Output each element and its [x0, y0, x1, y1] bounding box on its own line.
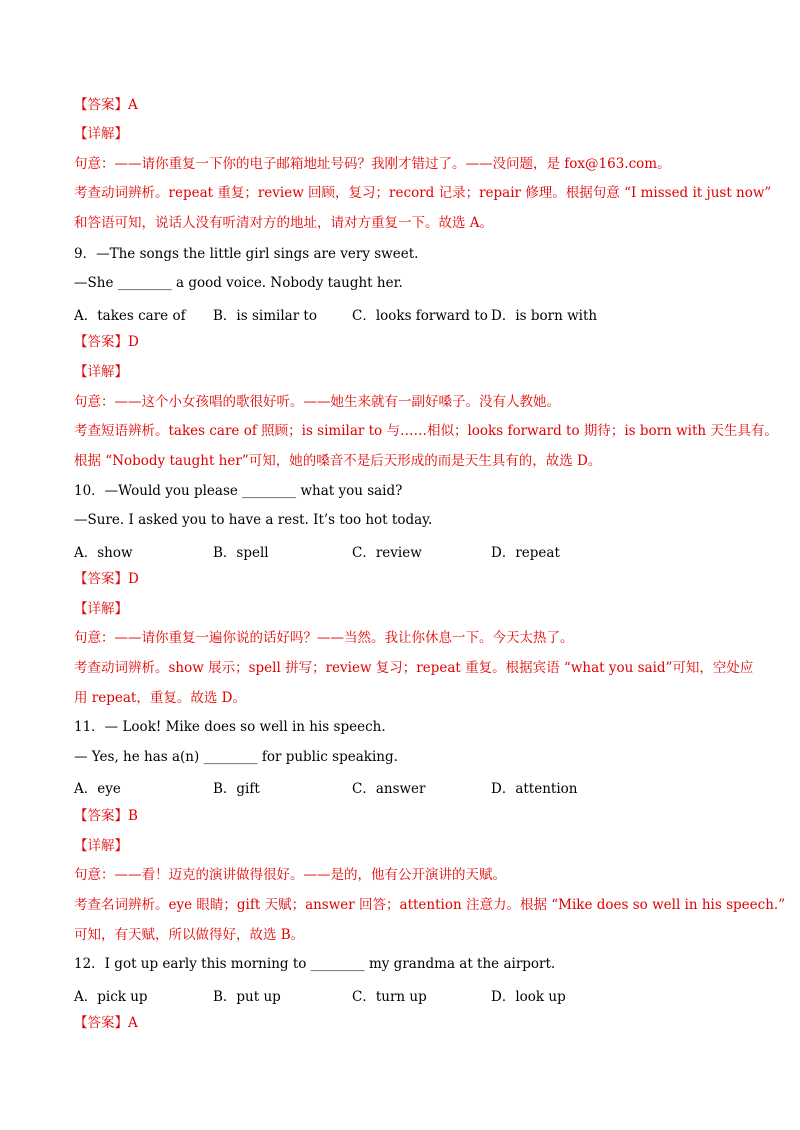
- analysis-text: 用 repeat，重复。故选 D。: [74, 690, 246, 706]
- question-line: 10．—Would you please ________ what you said?: [74, 483, 403, 499]
- option-d: D．attention: [491, 781, 578, 797]
- analysis-text: 考查动词辨析。repeat 重复；review 回顾，复习；record 记录；repair 修理。根据句意 “I missed it just now”: [74, 185, 772, 201]
- option-c: C．looks forward to: [352, 308, 488, 324]
- question-line: 9．—The songs the little girl sings are very sweet.: [74, 246, 419, 262]
- answer-label: 【答案】D: [74, 571, 139, 587]
- option-a: A．takes care of: [74, 308, 186, 324]
- answer-label: 【答案】D: [74, 334, 139, 350]
- option-b: B．spell: [213, 545, 269, 561]
- detail-label: 【详解】: [74, 364, 128, 380]
- meaning-text: 句意：——这个小女孩唱的歌很好听。——她生来就有一副好嗓子。没有人教她。: [74, 394, 560, 410]
- option-c: C．review: [352, 545, 422, 561]
- analysis-text: 考查动词辨析。show 展示；spell 拼写；review 复习；repeat 重复。根据宾语 “what you said”可知，空处应: [74, 660, 754, 676]
- option-a: A．show: [74, 545, 133, 561]
- question-line: — Yes, he has a(n) ________ for public speaking.: [74, 749, 398, 765]
- analysis-text: 根据 “Nobody taught her”可知，她的嗓音不是后天形成的而是天生具有的，故选 D。: [74, 453, 602, 469]
- detail-label: 【详解】: [74, 601, 128, 617]
- analysis-text: 可知，有天赋，所以做得好，故选 B。: [74, 927, 305, 943]
- meaning-text: 句意：——看！迈克的演讲做得很好。——是的，他有公开演讲的天赋。: [74, 867, 506, 883]
- option-b: B．gift: [213, 781, 260, 797]
- detail-label: 【详解】: [74, 838, 128, 854]
- question-line: 12．I got up early this morning to ________ my grandma at the airport.: [74, 956, 556, 972]
- option-d: D．is born with: [491, 308, 598, 324]
- analysis-text: 考查名词辨析。eye 眼睛；gift 天赋；answer 回答；attention 注意力。根据 “Mike does so well in his speech.”: [74, 897, 786, 913]
- question-line: —She ________ a good voice. Nobody taught her.: [74, 275, 403, 291]
- option-d: D．repeat: [491, 545, 560, 561]
- analysis-text: 和答语可知，说话人没有听清对方的地址，请对方重复一下。故选 A。: [74, 215, 494, 231]
- option-a: A．pick up: [74, 989, 148, 1005]
- option-a: A．eye: [74, 781, 121, 797]
- meaning-text: 句意：——请你重复一遍你说的话好吗？——当然。我让你休息一下。今天太热了。: [74, 630, 574, 646]
- option-c: C．answer: [352, 781, 426, 797]
- detail-label: 【详解】: [74, 126, 128, 142]
- question-line: —Sure. I asked you to have a rest. It’s too hot today.: [74, 512, 433, 528]
- option-b: B．is similar to: [213, 308, 317, 324]
- analysis-text: 考查短语辨析。takes care of 照顾；is similar to 与……相似；looks forward to 期待；is born with 天生具有。: [74, 423, 778, 439]
- meaning-text: 句意：——请你重复一下你的电子邮箱地址号码？我刚才错过了。——没问题，是 fox@163.com。: [74, 156, 671, 172]
- option-b: B．put up: [213, 989, 281, 1005]
- question-line: 11．— Look! Mike does so well in his speech.: [74, 719, 386, 735]
- answer-label: 【答案】A: [74, 1015, 138, 1031]
- answer-label: 【答案】B: [74, 808, 138, 824]
- option-d: D．look up: [491, 989, 566, 1005]
- option-c: C．turn up: [352, 989, 427, 1005]
- answer-label: 【答案】A: [74, 97, 138, 113]
